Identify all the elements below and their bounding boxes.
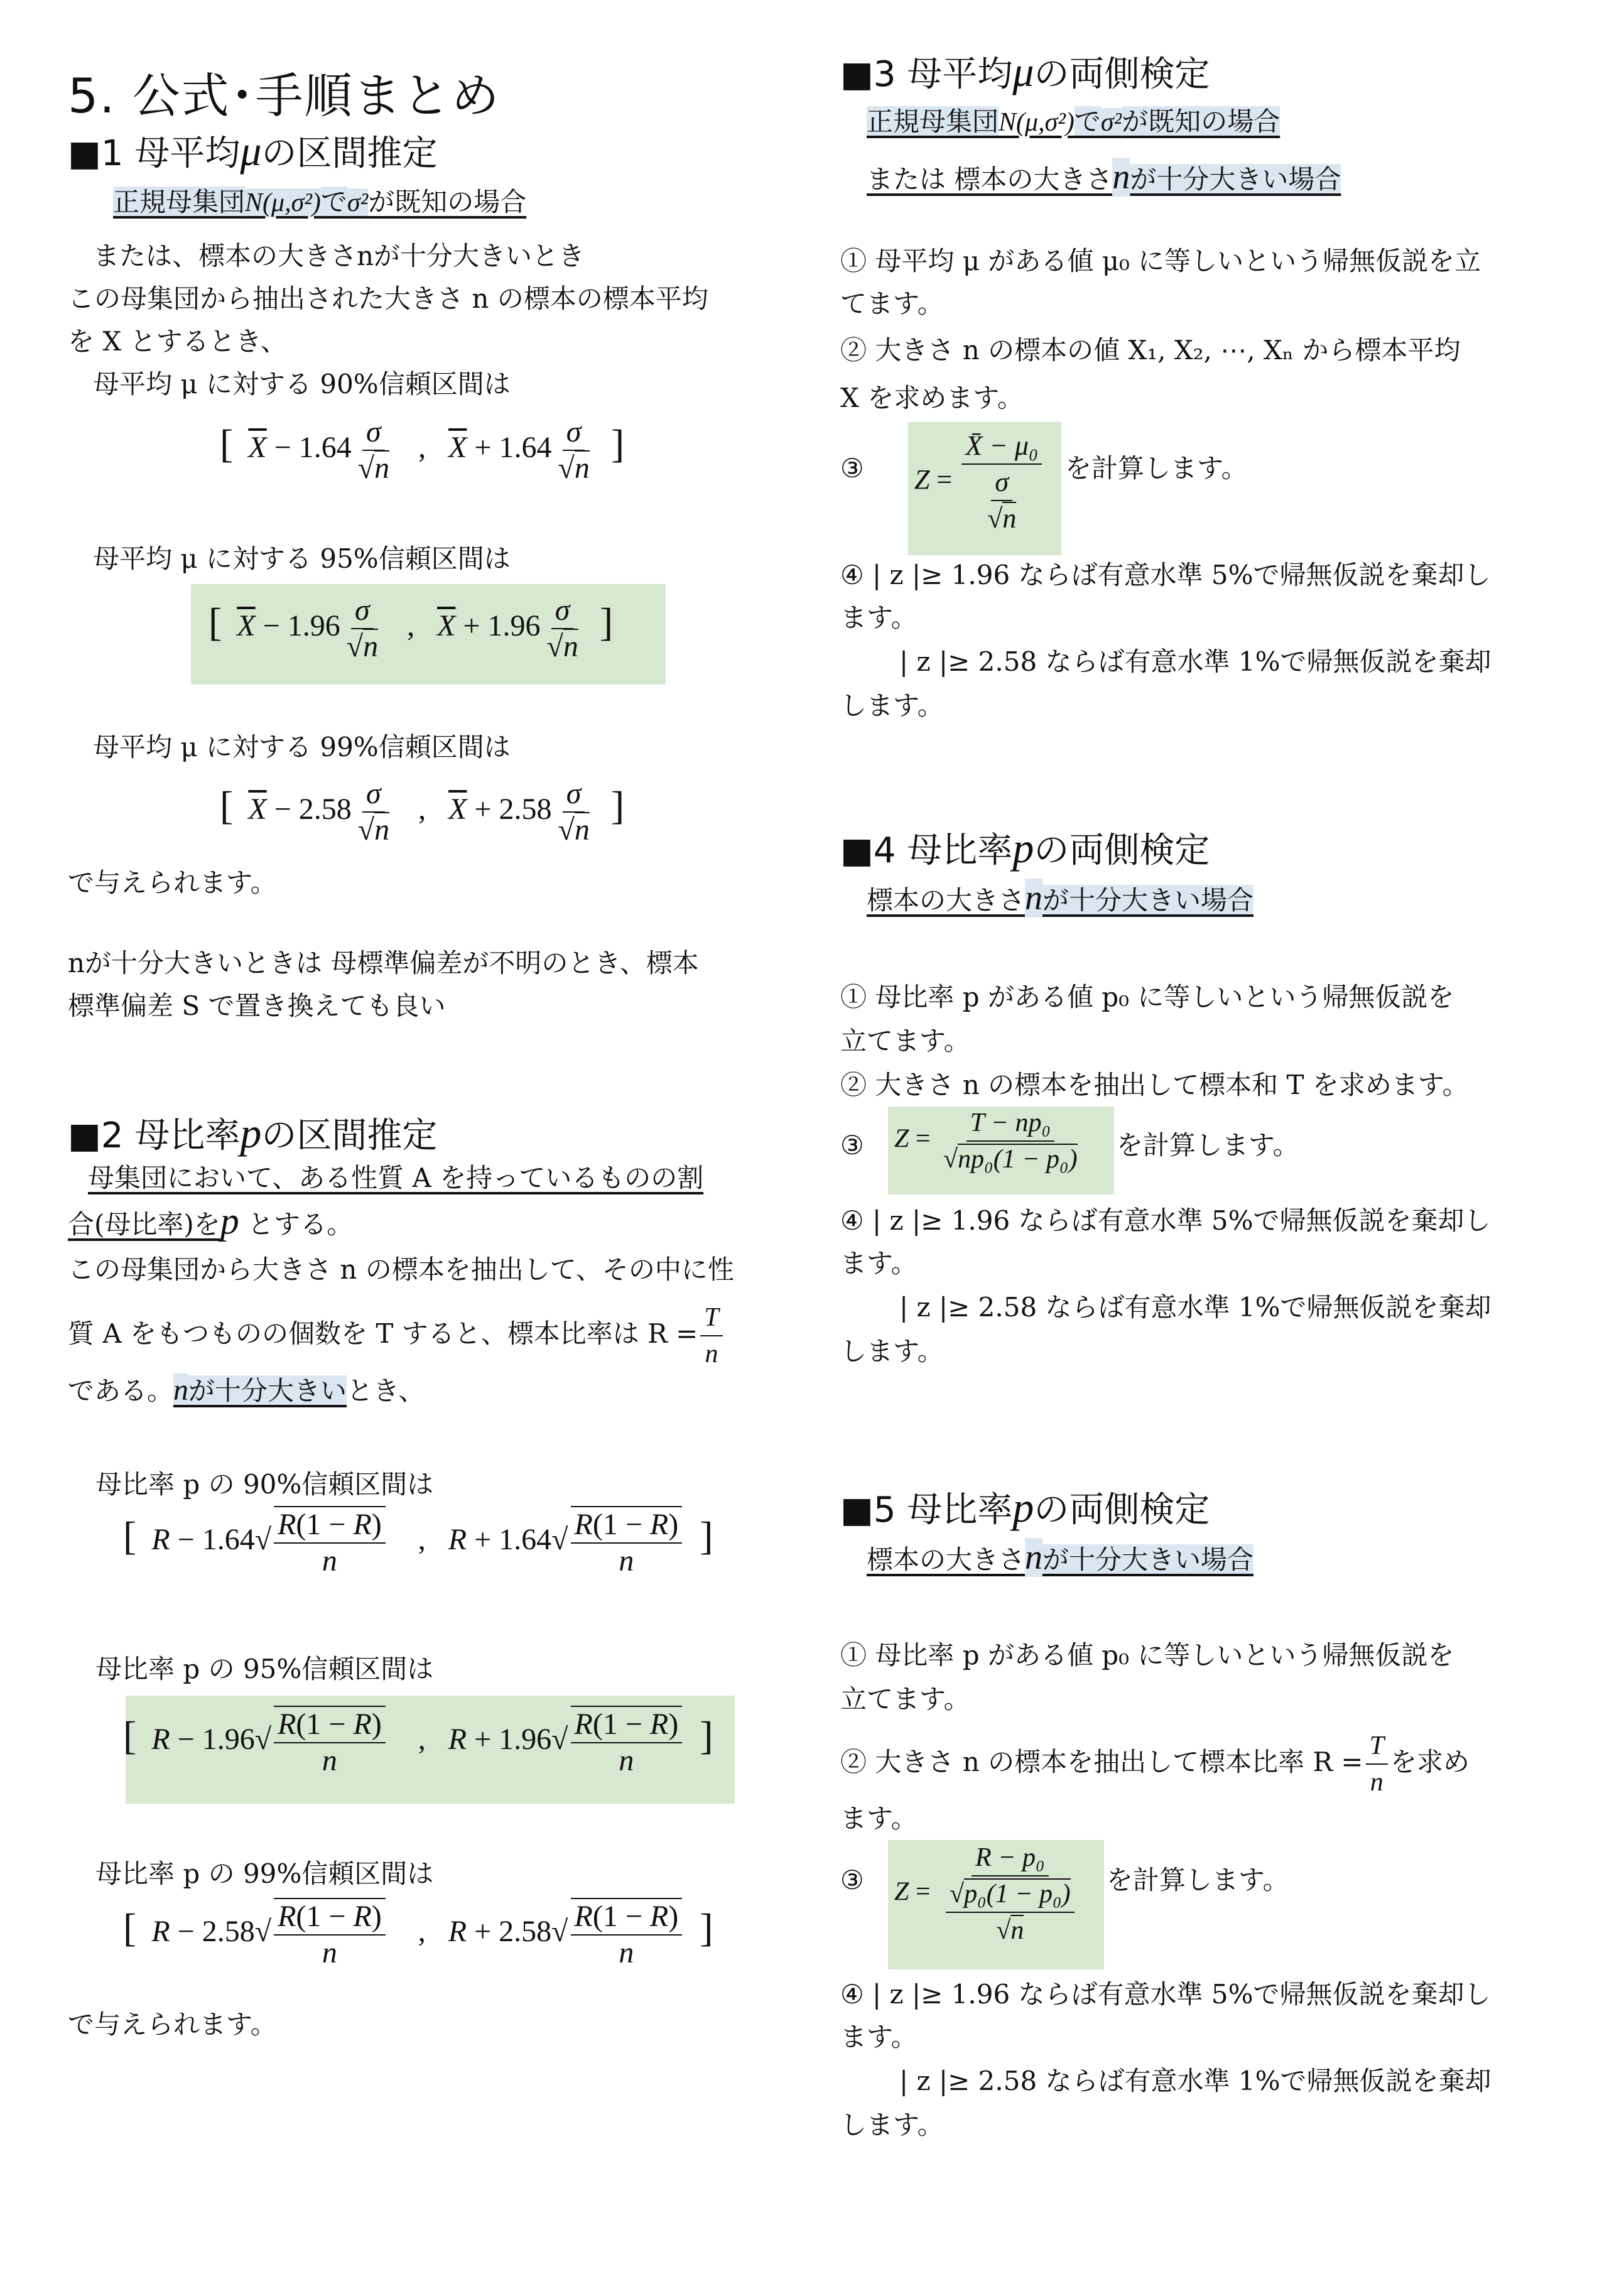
s5-step2a: ② 大きさ n の標本を抽出して標本比率 R = $\frac{T}{n}$ を求め [840, 1728, 1470, 1800]
s4-step3-marker: ③ [840, 1130, 864, 1161]
s2-line4: 質 A をもつものの個数を T すると、標本比率は R = $\frac{T}{n}$ [68, 1300, 725, 1372]
s5-step4d: します。 [840, 2109, 944, 2140]
page-title: 5. 公式･手順まとめ [68, 68, 501, 124]
s1-ci90-formula: [ $\overline{X} - 1.64$ $\frac{\sigma}{√n}$ , $\overline{X} + 1.64$ $\frac{\sigma}{√n}$ ] [220, 415, 625, 485]
s4-step3-formula: Z = $\frac{\text{T − np₀}}{\text{√np₀(1 − p₀)}}$ [894, 1105, 1084, 1177]
s1-ci90-label: 母平均 μ に対する 90%信頼区間は [93, 369, 511, 399]
s5-step4b: ます。 [840, 2022, 918, 2052]
s3-step2b: X を求めます。 [840, 382, 1024, 413]
s3-step3-tail: を計算します。 [1065, 453, 1248, 484]
s2-ci95-formula: [ R − 1.96√ $\frac{R(1 - R)}{n}$ , R + 1.96√ $\frac{R(1 - R)}{n}$ ] [123, 1706, 713, 1779]
s5-step3-tail: を計算します。 [1107, 1865, 1289, 1895]
s4-step1a: ① 母比率 p がある値 p₀ に等しいという帰無仮説を [840, 982, 1454, 1012]
s2-ci95-label: 母比率 p の 95%信頼区間は [95, 1654, 434, 1684]
s3-step1a: ① 母平均 μ がある値 μ₀ に等しいという帰無仮説を立 [840, 246, 1481, 276]
s1-note1: nが十分大きいときは 母標準偏差が不明のとき、標本 [68, 948, 699, 978]
s2-ci99-formula: [ R − 2.58√ $\frac{R(1 - R)}{n}$ , R + 2.58√ $\frac{R(1 - R)}{n}$ ] [123, 1898, 713, 1971]
s3-step4b: ます。 [840, 602, 918, 633]
s1-given: で与えられます。 [68, 867, 277, 898]
s2-line2: 合(母比率)をp とする。 [68, 1200, 354, 1242]
s4-step4b: ます。 [840, 1248, 918, 1279]
s1-ci99-label: 母平均 μ に対する 99%信頼区間は [93, 732, 511, 762]
s5-condition: 標本の大きさnが十分大きい場合 [867, 1538, 1254, 1577]
s3-step1b: てます。 [840, 288, 944, 319]
s1-line2: この母集団から抽出された大きさ n の標本の標本平均 [68, 283, 708, 314]
s4-step4a: ④ | z |≥ 1.96 ならば有意水準 5%で帰無仮説を棄却し [840, 1205, 1491, 1236]
s1-line1: または、標本の大きさnが十分大きいとき [93, 241, 585, 271]
s4-step1b: 立てます。 [840, 1026, 970, 1056]
s3-step2a: ② 大きさ n の標本の値 X₁, X₂, ⋯, Xₙ から標本平均 [840, 335, 1461, 366]
section-5-heading: ■5 母比率pの両側検定 [840, 1483, 1210, 1531]
s2-ci90-label: 母比率 p の 90%信頼区間は [95, 1469, 434, 1500]
section-1-heading: ■1 母平均μの区間推定 [68, 127, 438, 175]
s1-note2: 標準偏差 S で置き換えても良い [68, 990, 446, 1021]
s3-condition-2: または 標本の大きさnが十分大きい場合 [867, 158, 1341, 197]
s3-condition-1: 正規母集団N(μ,σ²)でσ²が既知の場合 [867, 106, 1280, 137]
s4-step3-tail: を計算します。 [1117, 1130, 1299, 1161]
s2-line5: である。nが十分大きいとき、 [68, 1373, 425, 1407]
s2-line3: この母集団から大きさ n の標本を抽出して、その中に性 [68, 1254, 734, 1285]
s2-ci90-formula: [ R − 1.64√ $\frac{R(1 - R)}{n}$ , R + 1.64√ $\frac{R(1 - R)}{n}$ ] [123, 1506, 713, 1579]
s4-step4d: します。 [840, 1336, 944, 1367]
s1-line3: を X とするとき、 [68, 326, 287, 357]
s4-step2: ② 大きさ n の標本を抽出して標本和 T を求めます。 [840, 1070, 1469, 1100]
s3-step4d: します。 [840, 690, 944, 721]
s3-step3-formula: Z = $\frac{\text{X̄ − μ₀}}{\frac{\sigma}{√n}}$ [914, 428, 1044, 536]
s1-condition: 正規母集団N(μ,σ²)でσ²が既知の場合 [113, 187, 527, 217]
s5-step1a: ① 母比率 p がある値 p₀ に等しいという帰無仮説を [840, 1640, 1454, 1671]
s4-condition: 標本の大きさnが十分大きい場合 [867, 879, 1254, 918]
s4-step4c: | z |≥ 2.58 ならば有意水準 1%で帰無仮説を棄却 [899, 1292, 1491, 1323]
s5-step3-formula: Z = $\frac{\text{R − p₀}}{\frac{\text{√p₀(1 − p₀)}}{√n}}$ [894, 1840, 1083, 1948]
s1-ci95-formula: [ $\overline{X} - 1.96$ $\frac{\sigma}{√n}$ , $\overline{X} + 1.96$ $\frac{\sigma}{√n}$ ] [208, 593, 614, 663]
section-2-heading: ■2 母比率pの区間推定 [68, 1109, 438, 1157]
s3-step4c: | z |≥ 2.58 ならば有意水準 1%で帰無仮説を棄却 [899, 646, 1491, 677]
s2-line1: 母集団において、ある性質 A を持っているものの割 [88, 1162, 704, 1193]
section-3-heading: ■3 母平均μの両側検定 [840, 48, 1210, 95]
s1-ci99-formula: [ $\overline{X} - 2.58$ $\frac{\sigma}{√n}$ , $\overline{X} + 2.58$ $\frac{\sigma}{√n}$ ] [220, 777, 625, 847]
s3-step4a: ④ | z |≥ 1.96 ならば有意水準 5%で帰無仮説を棄却し [840, 560, 1491, 590]
s5-step1b: 立てます。 [840, 1684, 970, 1714]
s5-step2c: ます。 [840, 1803, 918, 1834]
s3-step3-marker: ③ [840, 453, 864, 484]
s2-given: で与えられます。 [68, 2009, 277, 2040]
section-4-heading: ■4 母比率pの両側検定 [840, 824, 1210, 872]
s2-ci99-label: 母比率 p の 99%信頼区間は [95, 1858, 434, 1889]
s5-step3-marker: ③ [840, 1865, 864, 1895]
s1-ci95-label: 母平均 μ に対する 95%信頼区間は [93, 543, 511, 574]
s5-step4a: ④ | z |≥ 1.96 ならば有意水準 5%で帰無仮説を棄却し [840, 1979, 1491, 2010]
s5-step4c: | z |≥ 2.58 ならば有意水準 1%で帰無仮説を棄却 [899, 2066, 1491, 2096]
